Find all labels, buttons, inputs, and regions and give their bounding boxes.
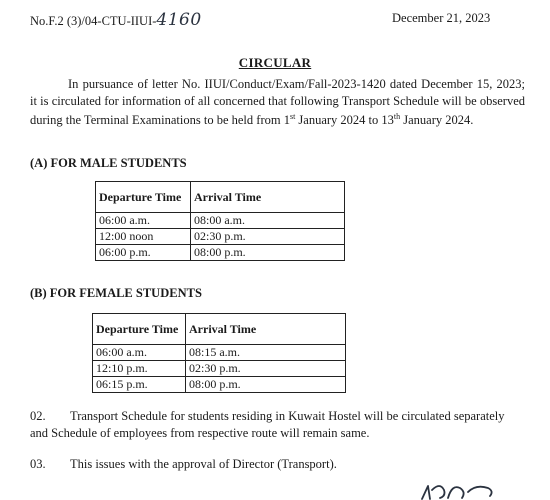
departure-cell: 12:00 noon [96, 229, 191, 245]
reference-prefix: No.F.2 (3)/04-CTU-IIUI- [30, 14, 157, 28]
paragraph-2-number: 02. [30, 409, 46, 423]
table-row [93, 377, 346, 393]
paragraph-1-part2: January 2024 to 13 [295, 113, 394, 128]
arrival-cell: 08:00 p.m. [186, 377, 346, 393]
table-header-row [96, 182, 345, 213]
table-row [93, 361, 346, 377]
departure-time-header: Departure Time [93, 314, 186, 345]
paragraph-3 [30, 457, 337, 472]
reference-handwritten-number: 4160 [156, 10, 202, 30]
paragraph-1-part1: In pursuance of letter No. IIUI/Conduct/Exam/Fall-2023-1420 dated December 15, 2023; it is circulated for information of all concerned that following Transport Schedule will be observed during the Terminal Examinations to be held from 1 [30, 77, 525, 128]
circular-title: CIRCULAR [238, 55, 312, 70]
paragraph-1 [30, 76, 525, 129]
reference-number [30, 10, 202, 30]
table-row [96, 213, 345, 229]
female-schedule-table [92, 313, 346, 393]
paragraph-2-text: Transport Schedule for students residing in Kuwait Hostel will be circulated separately and Schedule of employees from respective route will remain same. [30, 409, 505, 440]
arrival-cell: 08:00 a.m. [191, 213, 345, 229]
departure-cell: 06:00 a.m. [96, 213, 191, 229]
signature-stroke [422, 486, 492, 499]
female-students-heading: (B) FOR FEMALE STUDENTS [30, 286, 202, 300]
paragraph-3-number: 03. [30, 457, 46, 471]
arrival-cell: 02:30 p.m. [191, 229, 345, 245]
departure-cell: 06:00 a.m. [93, 345, 186, 361]
table-row [93, 345, 346, 361]
table-row [96, 245, 345, 261]
superscript-st: st [289, 112, 296, 121]
table-row [96, 229, 345, 245]
arrival-cell: 08:00 p.m. [191, 245, 345, 261]
paragraph-1-part3: January 2024. [400, 113, 474, 128]
male-schedule-table [95, 181, 345, 261]
paragraph-3-text: This issues with the approval of Director (Transport). [70, 457, 337, 471]
arrival-cell: 08:15 a.m. [186, 345, 346, 361]
arrival-time-header: Arrival Time [186, 314, 346, 345]
arrival-time-header: Arrival Time [191, 182, 345, 213]
departure-time-header: Departure Time [96, 182, 191, 213]
paragraph-2 [30, 408, 510, 442]
document-date: December 21, 2023 [392, 11, 491, 25]
signature [418, 478, 498, 500]
departure-cell: 06:15 p.m. [93, 377, 186, 393]
male-students-heading: (A) FOR MALE STUDENTS [30, 156, 187, 170]
table-header-row [93, 314, 346, 345]
arrival-cell: 02:30 p.m. [186, 361, 346, 377]
departure-cell: 12:10 p.m. [93, 361, 186, 377]
departure-cell: 06:00 p.m. [96, 245, 191, 261]
superscript-th: th [393, 112, 401, 121]
